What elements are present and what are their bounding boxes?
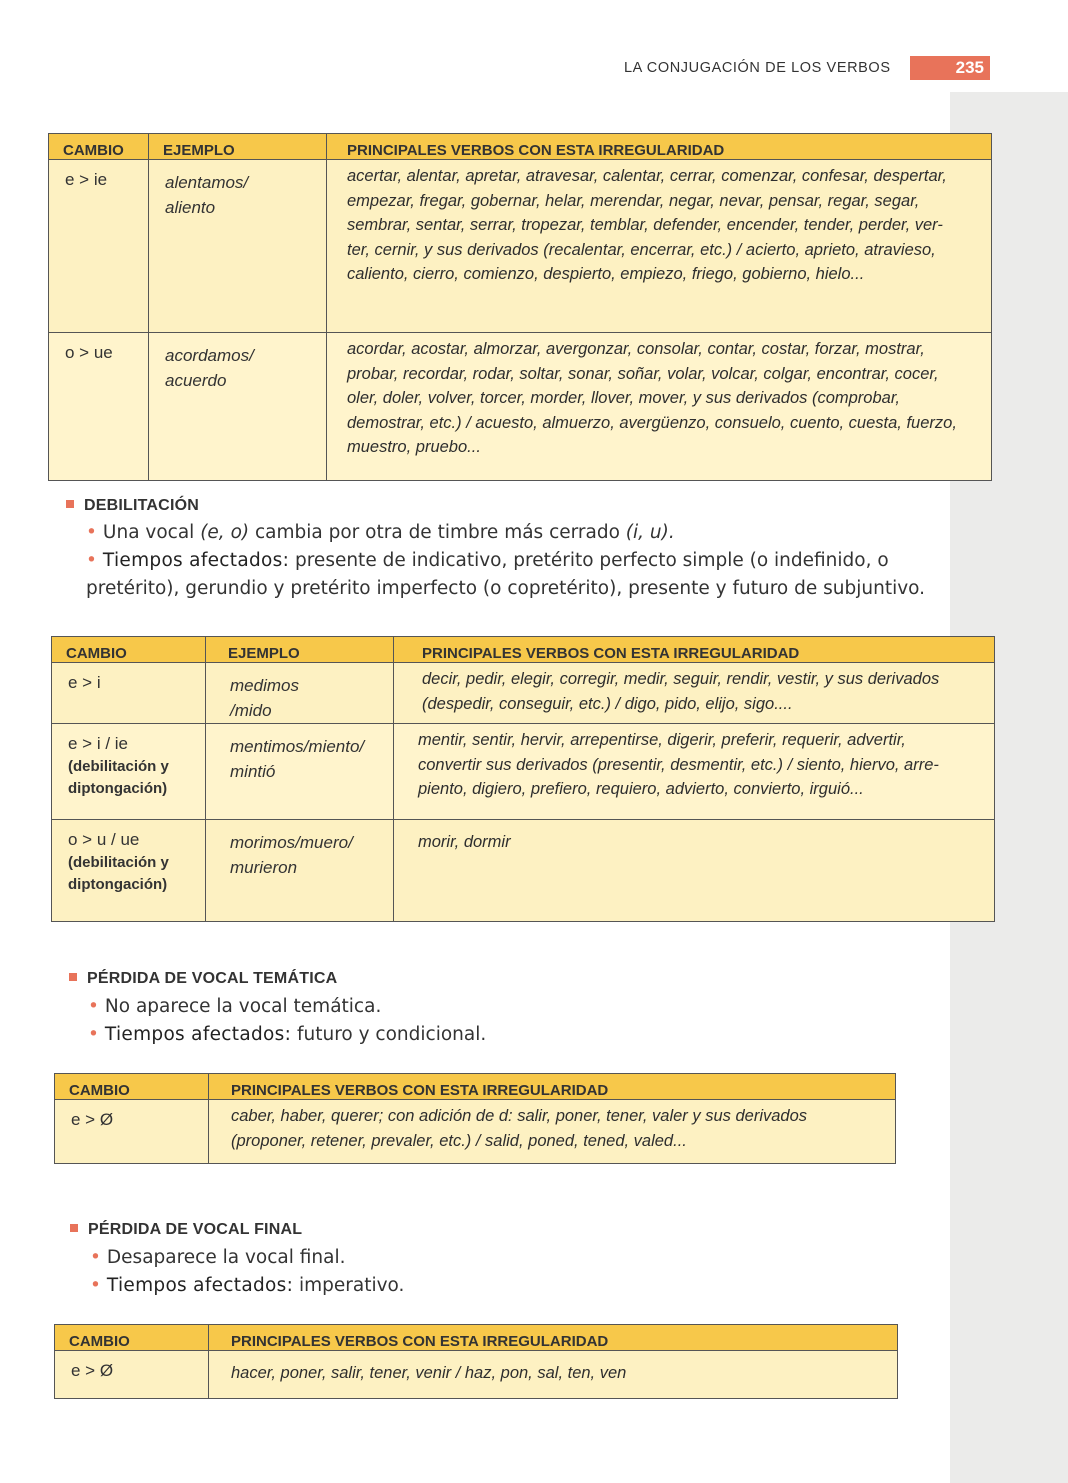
verbs-cell [327,333,992,481]
table-vocal-final [54,1324,898,1399]
table-row [52,724,995,820]
col-header-cambio: CAMBIO [49,134,149,160]
bullet-italic: (e, o) [200,522,250,543]
example-line: murieron [230,858,298,877]
section-title-final [70,1221,302,1239]
verbs-line: convertir sus derivados (presentir, desmentir, etc.) / siento, hiervo, arre- [418,755,939,774]
change-value: o > u / ue [68,830,140,849]
verbs-cell [209,1100,896,1164]
table-vocal-tematica [54,1073,896,1164]
example-line: mentimos/miento/ [230,737,365,756]
change-value: e > i [68,673,101,692]
col-header-cambio: CAMBIO [52,637,206,663]
bullet-text: presente de indicativo, pretérito perfecto simple (o indefinido, o [289,550,889,571]
verbs-line: probar, recordar, rodar, soltar, sonar, soñar, volar, volcar, colgar, encontrar, cocer, [347,364,939,383]
example-cell [206,663,394,724]
bullet-text: imperativo. [293,1275,405,1296]
verbs-line: oler, doler, volver, torcer, morder, llover, mover, y sus derivados (comprobar, [347,389,900,407]
bullet-text: futuro y condicional. [291,1024,487,1045]
change-cell [49,333,149,481]
section-title-text: DEBILITACIÓN [84,497,199,514]
verbs-line: mentir, sentir, hervir, arrepentirse, digerir, preferir, requerir, advertir, [418,731,906,749]
verbs-line: demostrar, etc.) / acuesto, almuerzo, avergüenzo, consuelo, cuento, cuesta, fuerzo, [347,413,957,432]
example-line: alentamos/ [165,173,249,192]
change-cell [49,160,149,333]
bullet-dot-icon: • [86,550,97,571]
verbs-line: decir, pedir, elegir, corregir, medir, seguir, rendir, vestir, y sus derivados [422,670,940,688]
example-cell [149,160,327,333]
col-header-ejemplo: EJEMPLO [206,637,394,663]
col-header-verbos: PRINCIPALES VERBOS CON ESTA IRREGULARIDAD [327,134,992,160]
verbs-line: (despedir, conseguir, etc.) / digo, pido, elijo, sigo.... [422,694,793,713]
table-row [52,663,995,724]
section-title-debilitacion [66,497,199,515]
example-cell [149,333,327,481]
table-row [55,1351,898,1399]
section-title-text: PÉRDIDA DE VOCAL TEMÁTICA [87,970,338,987]
col-header-cambio: CAMBIO [55,1074,209,1100]
bullet-dot-icon: • [88,996,99,1017]
verbs-line: muestro, pruebo... [347,438,481,456]
verbs-line: (proponer, retener, prevaler, etc.) / salid, poned, tened, valed... [231,1131,687,1150]
table-debilitacion [51,636,995,922]
section-title-text: PÉRDIDA DE VOCAL FINAL [88,1221,303,1238]
example-line: acuerdo [165,371,227,390]
bullet-continuation [86,575,936,603]
bullet-text: Desaparece la vocal final. [106,1247,346,1268]
verbs-line: hacer, poner, salir, tener, venir / haz, pon, sal, ten, ven [231,1364,627,1382]
example-cell [206,724,394,820]
verbs-line: caliento, cierro, comienzo, despierto, empiezo, friego, gobierno, hielo... [347,265,865,283]
col-header-ejemplo: EJEMPLO [149,134,327,160]
change-note: (debilitación y diptongación) [68,854,169,893]
col-header-verbos: PRINCIPALES VERBOS CON ESTA IRREGULARIDAD [209,1325,898,1351]
change-cell [52,724,206,820]
bullet-item [88,993,381,1021]
bullet-dot-icon: • [88,1024,99,1045]
table-row [55,1100,896,1164]
bullet-label: Tiempos afectados: [102,550,290,571]
verbs-cell [209,1351,898,1399]
example-line: acordamos/ [165,346,254,365]
verbs-line: sembrar, sentar, serrar, tropezar, temblar, defender, encender, tender, perder, ver- [347,216,943,234]
bullet-item [88,1021,486,1049]
table-row [49,160,992,333]
page-number: 235 [910,56,990,80]
verbs-line: acordar, acostar, almorzar, avergonzar, consolar, contar, costar, forzar, mostrar, [347,340,925,358]
change-cell [52,820,206,922]
change-value: e > ie [65,170,108,189]
change-cell [55,1351,209,1399]
change-value: e > i / ie [68,734,129,753]
bullet-label: Tiempos afectados: [104,1024,292,1045]
square-bullet-icon [66,500,74,508]
verbs-line: ter, cernir, y sus derivados (recalentar, encerrar, etc.) / acierto, aprieto, atravieso, [347,240,936,259]
bullet-text: cambia por otra de timbre más cerrado [249,522,626,543]
change-cell [52,663,206,724]
bullet-text: Una vocal [102,522,201,543]
bullet-text: pretérito), gerundio y pretérito imperfecto (o copretérito), presente y futuro de subjuntivo. [86,578,926,599]
bullet-text: No aparece la vocal temática. [104,996,382,1017]
table-row [49,333,992,481]
square-bullet-icon [69,973,77,981]
verbs-line: morir, dormir [418,833,511,851]
bullet-item [90,1272,404,1300]
bullet-label: Tiempos afectados: [106,1275,294,1296]
verbs-line: caber, haber, querer; con adición de d: salir, poner, tener, valer y sus derivados [231,1107,808,1125]
change-value: e > Ø [71,1361,114,1380]
col-header-cambio: CAMBIO [55,1325,209,1351]
verbs-line: empezar, fregar, gobernar, helar, merendar, negar, nevar, pensar, regar, segar, [347,191,920,210]
example-cell [206,820,394,922]
verbs-cell [394,820,995,922]
table-diptongacion [48,133,992,481]
example-line: aliento [165,198,216,217]
example-line: /mido [230,701,272,720]
bullet-item [86,547,936,575]
col-header-verbos: PRINCIPALES VERBOS CON ESTA IRREGULARIDAD [394,637,995,663]
col-header-verbos: PRINCIPALES VERBOS CON ESTA IRREGULARIDAD [209,1074,896,1100]
change-value: o > ue [65,343,113,362]
change-cell [55,1100,209,1164]
verbs-line: piento, digiero, prefiero, requiero, advierto, convierto, irguió... [418,780,864,798]
change-note: (debilitación y diptongación) [68,758,169,797]
verbs-line: acertar, alentar, apretar, atravesar, calentar, cerrar, comenzar, confesar, despertar, [347,167,947,185]
verbs-cell [394,663,995,724]
bullet-dot-icon: • [90,1247,101,1268]
bullet-dot-icon: • [90,1275,101,1296]
change-value: e > Ø [71,1110,114,1129]
bullet-item [90,1244,346,1272]
example-line: mintió [230,762,276,781]
section-title-tematica [69,970,337,988]
example-line: morimos/muero/ [230,833,353,852]
square-bullet-icon [70,1224,78,1232]
bullet-italic: (i, u). [625,522,675,543]
bullet-dot-icon: • [86,522,97,543]
verbs-cell [327,160,992,333]
bullet-item [86,519,675,547]
example-line: medimos [230,676,299,695]
table-row [52,820,995,922]
running-title: LA CONJUGACIÓN DE LOS VERBOS [624,60,891,76]
verbs-cell [394,724,995,820]
